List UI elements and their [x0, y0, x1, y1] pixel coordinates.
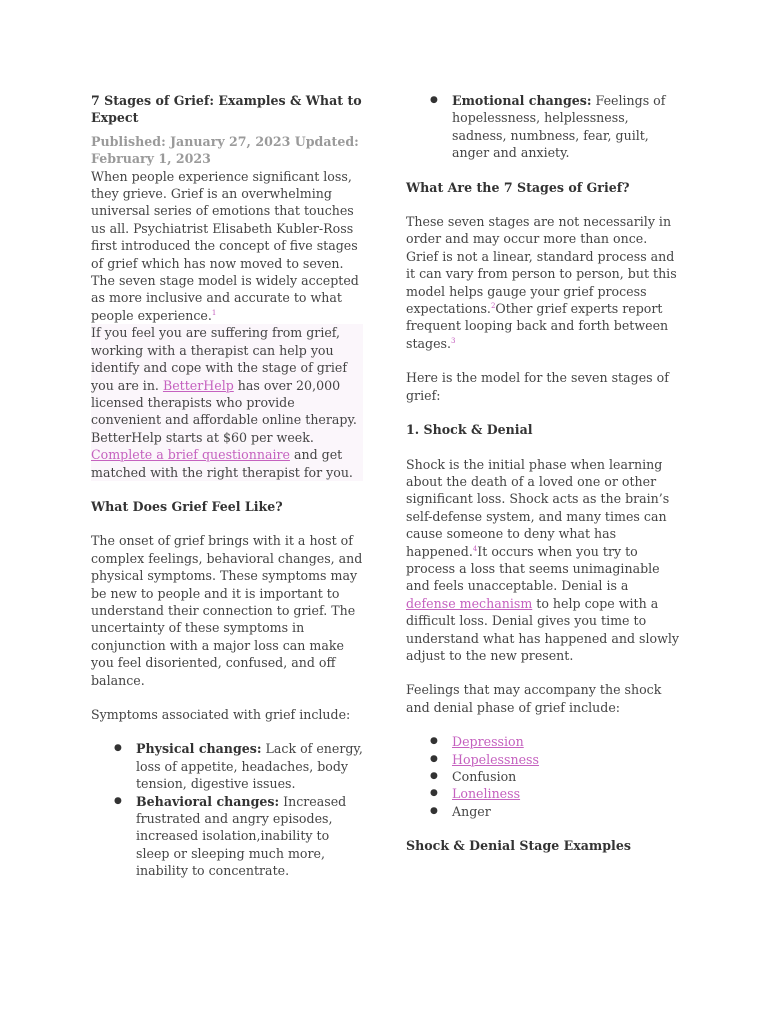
bullet-icon: ●	[430, 753, 438, 764]
shock-text-2: It occurs when you try to process a loss that seems unimaginable and feels unacceptable. Denial is a	[406, 543, 660, 594]
symptom-term: Physical changes:	[136, 741, 262, 757]
right-column	[406, 92, 680, 855]
confusion-text: Confusion	[452, 769, 517, 784]
loneliness-link[interactable]: Loneliness	[452, 786, 521, 802]
shock-text-1: Shock is the initial phase when learning about the death of a loved one or other significant loss. Shock acts as the brain’s self-defense system, and many times can cause someone to deny what has happened.	[406, 456, 670, 559]
symptom-text: Feelings of hopelessness, helplessness, sadness, numbness, fear, guilt, anger and anxiety.	[452, 93, 666, 161]
publish-date: Published: January 27, 2023 Updated: February 1, 2023	[91, 133, 359, 167]
list-item	[114, 740, 363, 792]
bullet-icon: ●	[114, 743, 122, 754]
feelings-list	[406, 733, 680, 820]
shock-heading: 1. Shock & Denial	[406, 422, 533, 438]
hopelessness-link[interactable]: Hopelessness	[452, 751, 539, 767]
symptom-text: Lack of energy, loss of appetite, headaches, body tension, digestive issues.	[136, 741, 363, 792]
callout-text-1: If you feel you are suffering from grief, working with a therapist can help you identify and cope with the stage of grief you are in.	[91, 325, 347, 393]
shock-text-3: to help cope with a difficult loss. Denial gives you time to understand what has happened and slowly adjust to the new present.	[406, 595, 680, 663]
depression-link[interactable]: Depression	[452, 734, 524, 750]
betterhelp-link[interactable]: BetterHelp	[162, 377, 234, 393]
feel-heading: What Does Grief Feel Like?	[91, 498, 283, 514]
shock-examples-heading: Shock & Denial Stage Examples	[406, 838, 631, 854]
callout-text-2: has over 20,000 licensed therapists who provide convenient and affordable online therapy. BetterHelp starts at $60 per week.	[91, 377, 357, 445]
callout-text-3: and get matched with the right therapist for you.	[91, 447, 353, 480]
defense-mechanism-link[interactable]: defense mechanism	[406, 595, 533, 611]
feelings-intro: Feelings that may accompany the shock and denial phase of grief include:	[406, 682, 662, 715]
list-item	[430, 785, 680, 802]
callout-paragraph	[91, 324, 363, 481]
stages-paragraph	[406, 213, 680, 352]
list-item	[430, 92, 680, 162]
anger-text: Anger	[452, 803, 491, 819]
bullet-icon: ●	[430, 736, 438, 747]
list-item	[430, 803, 680, 820]
betterhelp-callout	[91, 324, 363, 481]
list-item	[114, 793, 363, 880]
symptom-term: Behavioral changes:	[136, 793, 280, 809]
bullet-icon: ●	[430, 771, 438, 781]
list-item	[430, 733, 680, 750]
footnote-ref-1[interactable]: 1	[211, 308, 217, 317]
footnote-ref-2[interactable]: 2	[490, 301, 496, 310]
symptom-text: Increased frustrated and angry episodes, increased isolation,inability to sleep or sleeping much more, inability to concentrate.	[136, 793, 347, 879]
questionnaire-link[interactable]: Complete a brief questionnaire	[91, 447, 290, 463]
symptoms-list-continued	[406, 92, 680, 162]
bullet-icon: ●	[430, 788, 438, 799]
shock-paragraph	[406, 456, 680, 665]
intro-paragraph	[91, 168, 363, 325]
symptoms-intro: Symptoms associated with grief include:	[91, 707, 351, 722]
footnote-ref-4[interactable]: 4	[472, 544, 478, 553]
bullet-icon: ●	[430, 95, 438, 105]
list-item	[430, 751, 680, 768]
bullet-icon: ●	[430, 805, 438, 816]
symptoms-list	[91, 740, 363, 879]
stages-text-1: These seven stages are not necessarily in order and may occur more than once. Grief is not a linear, standard process and it can vary from person to person, but this model helps gauge your grief process expectations.	[406, 214, 677, 317]
intro-text: When people experience significant loss, they grieve. Grief is an overwhelming universal series of emotions that touches us all. Psychiatrist Elisabeth Kubler-Ross first introduced the concept of five stages of grief which has now moved to seven. The seven stage model is widely accepted as more inclusive and accurate to what people experience.	[91, 168, 359, 323]
model-intro: Here is the model for the seven stages of grief:	[406, 370, 669, 403]
symptom-term: Emotional changes:	[452, 93, 592, 108]
list-item	[430, 768, 680, 785]
left-column	[91, 92, 363, 880]
article-title: 7 Stages of Grief: Examples & What to Expect	[91, 93, 362, 126]
feel-paragraph: The onset of grief brings with it a host of complex feelings, behavioral changes, and physical symptoms. These symptoms may be new to people and it is important to understand their connection to grief. The uncertainty of these symptoms in conjunction with a major loss can make you feel disoriented, confused, and off balance.	[91, 533, 363, 688]
bullet-icon: ●	[114, 795, 122, 806]
stages-heading: What Are the 7 Stages of Grief?	[406, 179, 630, 195]
footnote-ref-3[interactable]: 3	[451, 336, 456, 345]
stages-text-2: Other grief experts report frequent looping back and forth between stages.	[406, 301, 669, 351]
